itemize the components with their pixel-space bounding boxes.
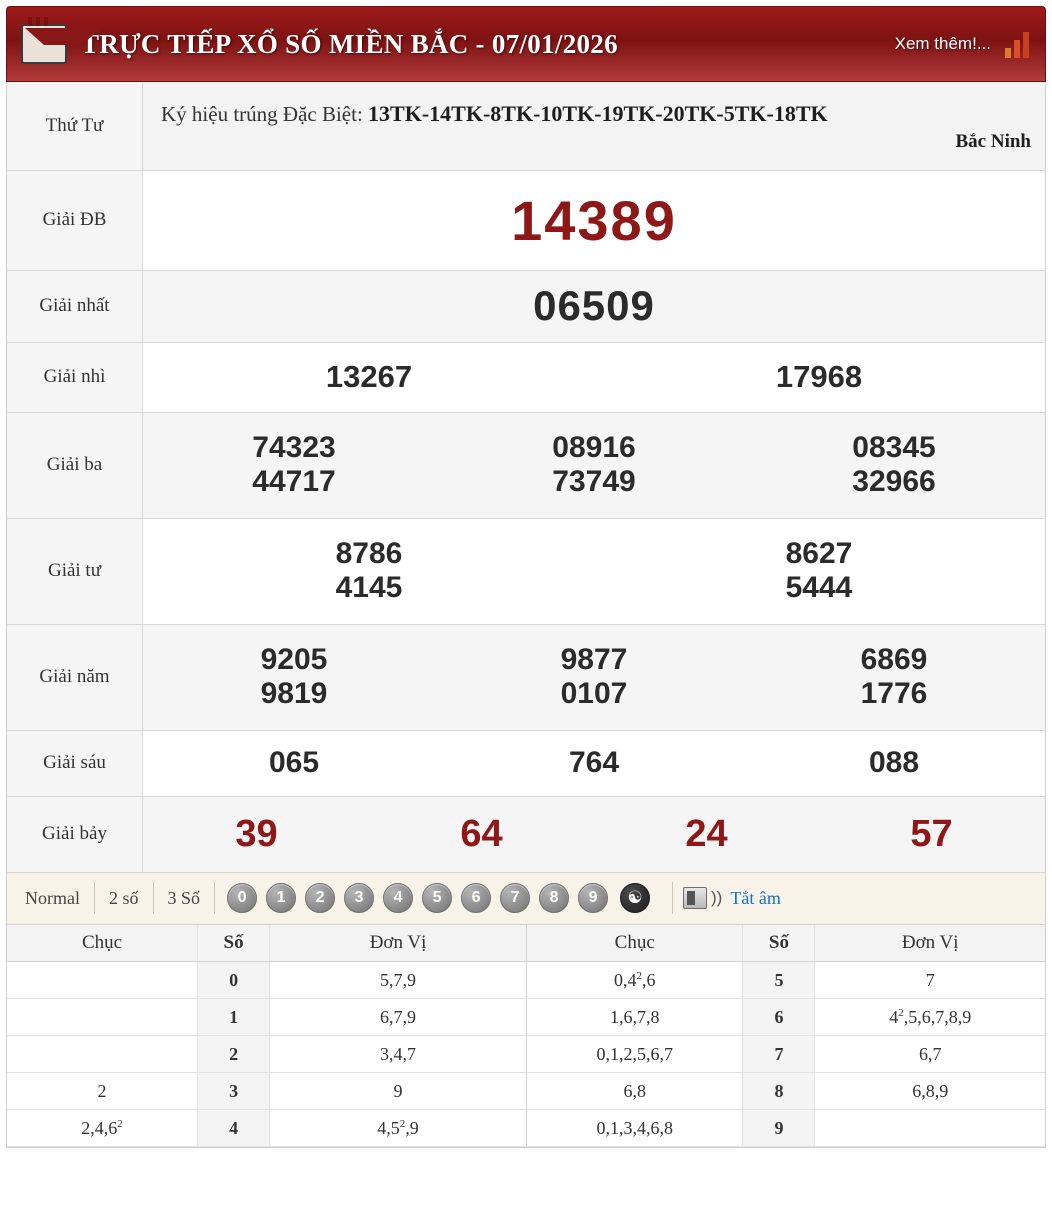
cell-tens <box>7 999 198 1036</box>
cell-units: 6,7 <box>815 1036 1045 1073</box>
col-header-num: Số <box>743 925 815 962</box>
table-row <box>7 1073 526 1110</box>
prize-values-seventh <box>143 796 1046 872</box>
prize-values-second <box>143 342 1046 412</box>
cell-tens <box>7 962 198 999</box>
digit-filter-5[interactable]: 5 <box>422 883 452 913</box>
prize-number: 9877 <box>560 643 628 676</box>
cell-tens: 0,1,3,4,6,8 <box>527 1110 743 1147</box>
weekday-label: Thứ Tư <box>7 82 143 170</box>
prize-values-db <box>143 170 1046 270</box>
col-header-tens: Chục <box>527 925 743 962</box>
summary-table-right <box>526 925 1045 1148</box>
table-row-g5 <box>7 624 1046 730</box>
cell-tens: $0,4^2,6$ <box>527 962 743 999</box>
table-row <box>7 962 526 999</box>
province-label: Bắc Ninh <box>955 130 1031 152</box>
prize-number: 08345 <box>852 431 936 464</box>
page-title: TRỰC TIẾP XỔ SỐ MIỀN BẮC - 07/01/2026 <box>81 28 618 59</box>
cell-num: 4 <box>198 1110 270 1147</box>
prize-number: 5444 <box>785 571 853 604</box>
see-more-link[interactable]: Xem thêm!... <box>894 34 991 53</box>
col-header-units: Đơn Vị <box>270 925 526 962</box>
table-header-row <box>527 925 1046 962</box>
prize-number: 088 <box>868 746 920 779</box>
cell-units: 5,7,9 <box>270 962 526 999</box>
cell-units <box>815 1110 1045 1147</box>
prize-number: 64 <box>460 812 503 855</box>
table-row-g4 <box>7 518 1046 624</box>
prize-label-db: Giải ĐB <box>7 170 143 270</box>
prize-number: 32966 <box>852 465 936 498</box>
prize-number: 6869 <box>860 643 928 676</box>
page-header <box>6 6 1046 82</box>
cell-units: 9 <box>270 1073 526 1110</box>
cell-num: 9 <box>743 1110 815 1147</box>
table-row-g2 <box>7 342 1046 412</box>
cell-num: 1 <box>198 999 270 1036</box>
digit-filter-2[interactable]: 2 <box>305 883 335 913</box>
prize-number: 14389 <box>511 188 677 252</box>
prize-number: 13267 <box>325 359 413 394</box>
cell-units: $4^2,5,6,7,8,9$ <box>815 999 1045 1036</box>
cell-units: 6,7,9 <box>270 999 526 1036</box>
digit-filter-9[interactable]: 9 <box>578 883 608 913</box>
bar-chart-icon[interactable] <box>1005 30 1031 58</box>
cell-tens: 2 <box>7 1073 198 1110</box>
prize-label-fourth: Giải tư <box>7 518 143 624</box>
cell-num: 8 <box>743 1073 815 1110</box>
cell-num: 6 <box>743 999 815 1036</box>
prize-number: 4145 <box>335 571 403 604</box>
cell-num: 2 <box>198 1036 270 1073</box>
prize-number: 17968 <box>775 359 863 394</box>
table-row-db <box>7 170 1046 270</box>
prize-number: 764 <box>568 746 620 779</box>
digit-filter-group <box>215 883 662 913</box>
cell-num: 5 <box>743 962 815 999</box>
cell-tens: 2,4,6$^2$ <box>7 1110 198 1147</box>
table-row-g3 <box>7 412 1046 518</box>
digit-filter-0[interactable]: 0 <box>227 883 257 913</box>
prize-number: 0107 <box>560 677 628 710</box>
toolbar-divider <box>672 882 673 914</box>
table-row <box>527 1110 1046 1147</box>
speaker-icon[interactable]: )) <box>683 887 722 909</box>
table-row <box>527 1073 1046 1110</box>
prize-number: 065 <box>268 746 320 779</box>
results-table <box>6 82 1046 873</box>
prize-label-fifth: Giải năm <box>7 624 143 730</box>
cell-num: 7 <box>743 1036 815 1073</box>
table-row <box>527 962 1046 999</box>
table-row-meta <box>7 82 1046 170</box>
prize-number: 24 <box>685 812 728 855</box>
prize-values-first <box>143 270 1046 342</box>
digit-filter-6[interactable]: 6 <box>461 883 491 913</box>
prize-label-third: Giải ba <box>7 412 143 518</box>
table-row <box>7 999 526 1036</box>
prize-values-sixth <box>143 730 1046 796</box>
digit-filter-1[interactable]: 1 <box>266 883 296 913</box>
prize-label-first: Giải nhất <box>7 270 143 342</box>
view-toolbar <box>6 873 1046 925</box>
prize-values-fourth <box>143 518 1046 624</box>
digit-filter-3[interactable]: 3 <box>344 883 374 913</box>
digit-filter-4[interactable]: 4 <box>383 883 413 913</box>
special-codes-cell <box>143 82 1046 170</box>
table-row-g6 <box>7 730 1046 796</box>
cell-num: 0 <box>198 962 270 999</box>
yin-yang-icon[interactable]: ☯ <box>620 883 650 913</box>
summary-tables <box>6 925 1046 1149</box>
table-row-g7 <box>7 796 1046 872</box>
prize-number: 9205 <box>260 643 328 676</box>
prize-label-sixth: Giải sáu <box>7 730 143 796</box>
prize-label-seventh: Giải bảy <box>7 796 143 872</box>
col-header-num: Số <box>198 925 270 962</box>
table-row <box>7 1036 526 1073</box>
table-row <box>7 1110 526 1147</box>
prize-number: 8786 <box>335 537 403 570</box>
prize-number: 9819 <box>260 677 328 710</box>
cell-tens: 0,1,2,5,6,7 <box>527 1036 743 1073</box>
prize-number: 39 <box>235 812 278 855</box>
toolbar-three-digit[interactable]: 3 Số <box>154 882 216 914</box>
col-header-units: Đơn Vị <box>815 925 1045 962</box>
toolbar-two-digit[interactable]: 2 số <box>95 882 154 914</box>
prize-values-third <box>143 412 1046 518</box>
cell-tens <box>7 1036 198 1073</box>
prize-number: 57 <box>910 812 953 855</box>
prize-number: 1776 <box>860 677 928 710</box>
prize-number: 08916 <box>552 431 636 464</box>
col-header-tens: Chục <box>7 925 198 962</box>
digit-filter-8[interactable]: 8 <box>539 883 569 913</box>
cell-tens: 1,6,7,8 <box>527 999 743 1036</box>
prize-number: 73749 <box>552 465 636 498</box>
table-row <box>527 999 1046 1036</box>
cell-units: 3,4,7 <box>270 1036 526 1073</box>
toolbar-normal[interactable]: Normal <box>17 882 95 914</box>
prize-number: 8627 <box>785 537 853 570</box>
prize-number: 74323 <box>252 431 336 464</box>
special-codes-value: 13TK-14TK-8TK-10TK-19TK-20TK-5TK-18TK <box>368 100 828 126</box>
prize-number: 44717 <box>252 465 336 498</box>
digit-filter-7[interactable]: 7 <box>500 883 530 913</box>
mail-icon <box>21 24 67 64</box>
table-row-g1 <box>7 270 1046 342</box>
mute-button[interactable]: Tắt âm <box>730 887 781 908</box>
cell-units: 7 <box>815 962 1045 999</box>
cell-num: 3 <box>198 1073 270 1110</box>
table-header-row <box>7 925 526 962</box>
cell-units: 6,8,9 <box>815 1073 1045 1110</box>
cell-units: $4,5^2,9$ <box>270 1110 526 1147</box>
cell-tens: 6,8 <box>527 1073 743 1110</box>
prize-number: 06509 <box>533 282 655 329</box>
summary-table-left <box>7 925 526 1148</box>
table-row <box>527 1036 1046 1073</box>
prize-label-second: Giải nhì <box>7 342 143 412</box>
special-codes-label: Ký hiệu trúng Đặc Biệt: <box>161 101 363 126</box>
prize-values-fifth <box>143 624 1046 730</box>
